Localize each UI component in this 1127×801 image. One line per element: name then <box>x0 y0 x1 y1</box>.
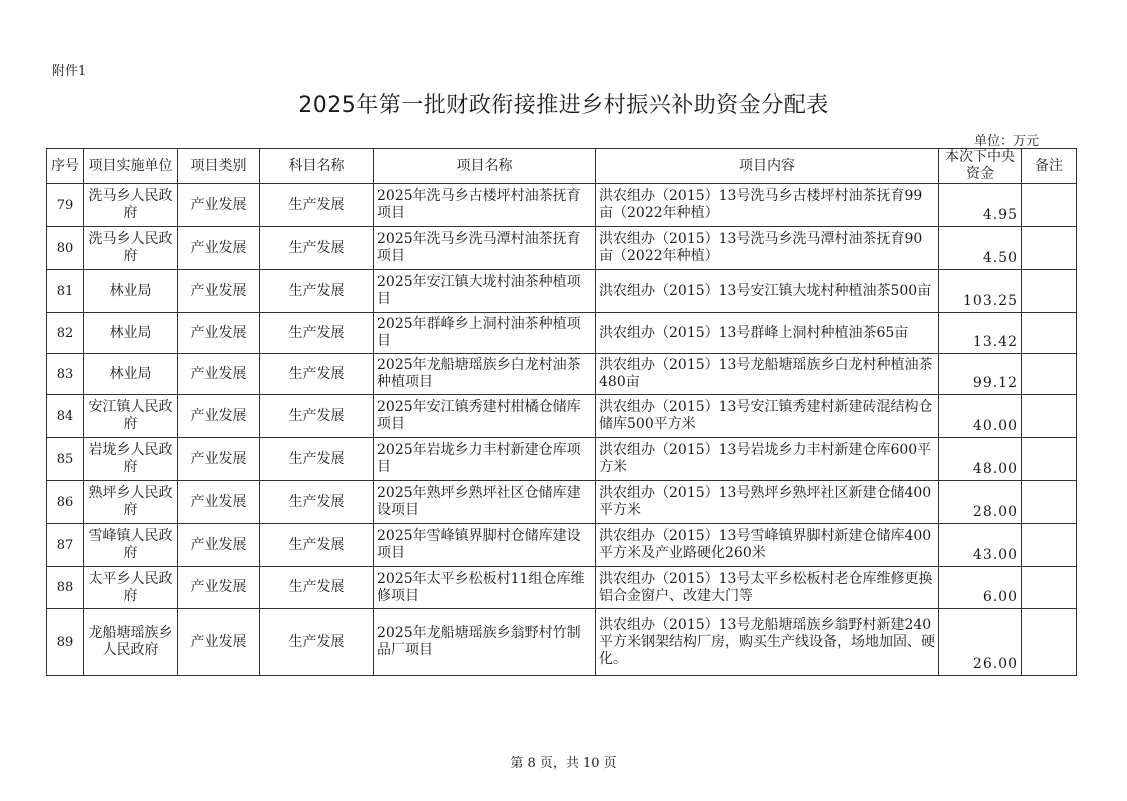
cell-content: 洪农组办（2015）13号安江镇大垅村种植油茶500亩 <box>596 270 939 313</box>
cell-fund: 28.00 <box>939 481 1022 524</box>
table-row <box>47 481 1077 524</box>
cell-name: 2025年洗马乡古楼坪村油茶抚育项目 <box>374 184 596 227</box>
cell-index: 80 <box>47 227 84 270</box>
table-row <box>47 270 1077 313</box>
cell-content: 洪农组办（2015）13号龙船塘瑶族乡白龙村种植油茶480亩 <box>596 354 939 395</box>
table-row <box>47 395 1077 438</box>
table-row <box>47 524 1077 567</box>
attachment-label: 附件1 <box>52 64 87 79</box>
cell-index: 86 <box>47 481 84 524</box>
cell-subject: 生产发展 <box>260 395 374 438</box>
cell-note <box>1022 395 1077 438</box>
cell-subject: 生产发展 <box>260 184 374 227</box>
cell-type: 产业发展 <box>178 609 260 676</box>
cell-content: 洪农组办（2015）13号岩垅乡力丰村新建仓库600平方米 <box>596 438 939 481</box>
table-header-row <box>47 149 1077 184</box>
cell-fund: 48.00 <box>939 438 1022 481</box>
cell-unit: 林业局 <box>84 270 178 313</box>
cell-fund: 26.00 <box>939 609 1022 676</box>
cell-note <box>1022 524 1077 567</box>
cell-unit: 雪峰镇人民政府 <box>84 524 178 567</box>
cell-index: 87 <box>47 524 84 567</box>
unit-label: 单位：万元 <box>973 134 1039 149</box>
cell-fund: 4.95 <box>939 184 1022 227</box>
cell-note <box>1022 567 1077 609</box>
cell-type: 产业发展 <box>178 354 260 395</box>
cell-name: 2025年熟坪乡熟坪社区仓储库建设项目 <box>374 481 596 524</box>
cell-unit: 林业局 <box>84 354 178 395</box>
table-row <box>47 227 1077 270</box>
cell-subject: 生产发展 <box>260 354 374 395</box>
cell-index: 88 <box>47 567 84 609</box>
cell-type: 产业发展 <box>178 438 260 481</box>
cell-type: 产业发展 <box>178 313 260 354</box>
cell-unit: 龙船塘瑶族乡人民政府 <box>84 609 178 676</box>
header-fund: 本次下中央资金 <box>939 149 1022 184</box>
header-index: 序号 <box>47 149 84 184</box>
cell-content: 洪农组办（2015）13号群峰上洞村种植油茶65亩 <box>596 313 939 354</box>
header-content: 项目内容 <box>596 149 939 184</box>
cell-fund: 99.12 <box>939 354 1022 395</box>
cell-subject: 生产发展 <box>260 567 374 609</box>
cell-name: 2025年雪峰镇界脚村仓储库建设项目 <box>374 524 596 567</box>
cell-unit: 太平乡人民政府 <box>84 567 178 609</box>
cell-subject: 生产发展 <box>260 524 374 567</box>
page-title: 2025年第一批财政衔接推进乡村振兴补助资金分配表 <box>298 93 829 118</box>
table-row <box>47 438 1077 481</box>
cell-index: 82 <box>47 313 84 354</box>
table-row <box>47 567 1077 609</box>
cell-content: 洪农组办（2015）13号太平乡松板村老仓库维修更换铝合金窗户、改建大门等 <box>596 567 939 609</box>
cell-note <box>1022 438 1077 481</box>
cell-index: 83 <box>47 354 84 395</box>
cell-subject: 生产发展 <box>260 481 374 524</box>
cell-fund: 4.50 <box>939 227 1022 270</box>
cell-note <box>1022 270 1077 313</box>
cell-content: 洪农组办（2015）13号熟坪乡熟坪社区新建仓储400平方米 <box>596 481 939 524</box>
cell-type: 产业发展 <box>178 227 260 270</box>
cell-content: 洪农组办（2015）13号龙船塘瑶族乡翁野村新建240平方米钢架结构厂房，购买生产线设备，场地加固、硬化。 <box>596 609 939 676</box>
cell-fund: 43.00 <box>939 524 1022 567</box>
cell-note <box>1022 354 1077 395</box>
cell-subject: 生产发展 <box>260 438 374 481</box>
cell-fund: 13.42 <box>939 313 1022 354</box>
cell-index: 85 <box>47 438 84 481</box>
table-row <box>47 609 1077 676</box>
cell-subject: 生产发展 <box>260 313 374 354</box>
cell-content: 洪农组办（2015）13号洗马乡洗马潭村油茶抚育90亩（2022年种植） <box>596 227 939 270</box>
cell-unit: 安江镇人民政府 <box>84 395 178 438</box>
cell-subject: 生产发展 <box>260 227 374 270</box>
cell-index: 81 <box>47 270 84 313</box>
cell-subject: 生产发展 <box>260 609 374 676</box>
cell-fund: 103.25 <box>939 270 1022 313</box>
cell-type: 产业发展 <box>178 567 260 609</box>
cell-unit: 林业局 <box>84 313 178 354</box>
cell-content: 洪农组办（2015）13号安江镇秀建村新建砖混结构仓储库500平方米 <box>596 395 939 438</box>
cell-fund: 6.00 <box>939 567 1022 609</box>
table-row <box>47 354 1077 395</box>
cell-name: 2025年龙船塘瑶族乡白龙村油茶种植项目 <box>374 354 596 395</box>
cell-unit: 熟坪乡人民政府 <box>84 481 178 524</box>
header-type: 项目类别 <box>178 149 260 184</box>
cell-type: 产业发展 <box>178 270 260 313</box>
cell-note <box>1022 227 1077 270</box>
header-unit: 项目实施单位 <box>84 149 178 184</box>
cell-note <box>1022 184 1077 227</box>
cell-type: 产业发展 <box>178 524 260 567</box>
cell-unit: 洗马乡人民政府 <box>84 184 178 227</box>
cell-subject: 生产发展 <box>260 270 374 313</box>
cell-name: 2025年洗马乡洗马潭村油茶抚育项目 <box>374 227 596 270</box>
cell-name: 2025年群峰乡上洞村油茶种植项目 <box>374 313 596 354</box>
cell-fund: 40.00 <box>939 395 1022 438</box>
table-body <box>47 184 1077 676</box>
cell-type: 产业发展 <box>178 184 260 227</box>
cell-content: 洪农组办（2015）13号雪峰镇界脚村新建仓储库400平方米及产业路硬化260米 <box>596 524 939 567</box>
cell-note <box>1022 609 1077 676</box>
cell-type: 产业发展 <box>178 481 260 524</box>
cell-index: 89 <box>47 609 84 676</box>
cell-index: 84 <box>47 395 84 438</box>
page-footer: 第 8 页，共 10 页 <box>510 756 617 771</box>
header-subject: 科目名称 <box>260 149 374 184</box>
cell-type: 产业发展 <box>178 395 260 438</box>
cell-name: 2025年安江镇秀建村柑橘仓储库项目 <box>374 395 596 438</box>
cell-name: 2025年岩垅乡力丰村新建仓库项目 <box>374 438 596 481</box>
cell-name: 2025年太平乡松板村11组仓库维修项目 <box>374 567 596 609</box>
allocation-table <box>46 148 1077 676</box>
cell-unit: 洗马乡人民政府 <box>84 227 178 270</box>
table-row <box>47 184 1077 227</box>
cell-index: 79 <box>47 184 84 227</box>
header-note: 备注 <box>1022 149 1077 184</box>
cell-name: 2025年龙船塘瑶族乡翁野村竹制品厂项目 <box>374 609 596 676</box>
cell-content: 洪农组办（2015）13号洗马乡古楼坪村油茶抚育99亩（2022年种植） <box>596 184 939 227</box>
cell-name: 2025年安江镇大垅村油茶种植项目 <box>374 270 596 313</box>
cell-note <box>1022 481 1077 524</box>
cell-unit: 岩垅乡人民政府 <box>84 438 178 481</box>
cell-note <box>1022 313 1077 354</box>
header-name: 项目名称 <box>374 149 596 184</box>
table-row <box>47 313 1077 354</box>
